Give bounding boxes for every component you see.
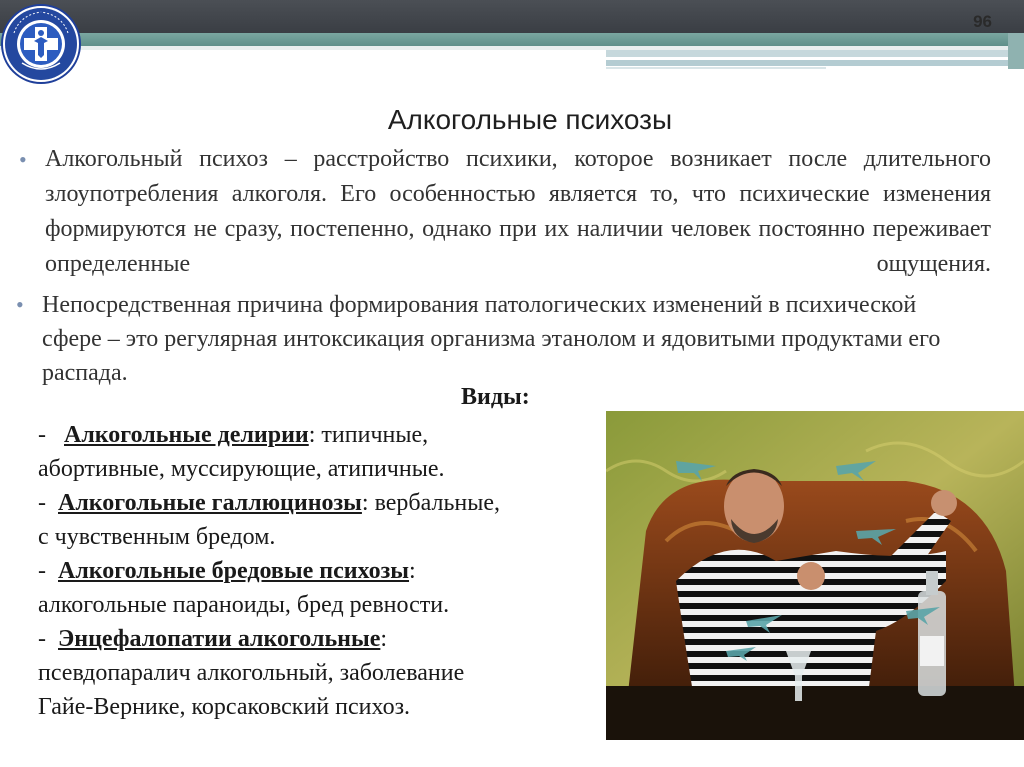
list-dash: - (38, 626, 46, 652)
list-term-rest: : (380, 626, 388, 652)
man-in-striped-shirt-photo (606, 411, 1024, 740)
medical-cross-emblem-icon (0, 3, 82, 85)
list-dash: - (38, 558, 46, 584)
list-item-continuation: абортивные, муссирующие, атипичные. (38, 456, 445, 482)
bullet-dot-icon: • (16, 292, 24, 317)
header-bar-teal (0, 33, 1024, 46)
list-term-rest: : вербальные, (361, 490, 501, 516)
bullet-text: Алкогольный психоз – расстройство психики, которое возникает после длительного злоупотребления алкоголя. Его особенностью является то, что психические изменения формируются не сразу, постепенно, однако при их наличии человек постоянно переживает определенные ощущения. (45, 146, 991, 277)
page-number: 96 (973, 12, 992, 31)
header-accent-bar (606, 60, 1024, 66)
types-heading: Виды: (461, 384, 530, 410)
list-term: Алкогольные делирии (64, 422, 309, 448)
list-item-continuation: с чувственным бредом. (38, 524, 276, 550)
list-item-continuation: алкогольные параноиды, бред ревности. (38, 592, 450, 618)
list-dash: - (38, 490, 46, 516)
bullet-dot-icon: • (19, 147, 27, 172)
list-item (38, 418, 608, 452)
slide-title: Алкогольные психозы (387, 104, 673, 135)
list-term-rest: : (409, 558, 416, 584)
list-term: Энцефалопатии алкогольные (58, 626, 381, 652)
list-term-rest: : типичные, (308, 422, 429, 448)
list-item-continuation: Гайе-Вернике, корсаковский психоз. (38, 694, 411, 720)
header-accent-bar (606, 67, 826, 69)
list-item (38, 622, 608, 656)
types-list (38, 418, 608, 724)
list-item (38, 554, 608, 588)
bullet-item (19, 142, 991, 282)
header-notch (1008, 33, 1024, 69)
list-term: Алкогольные бредовые психозы (58, 558, 410, 584)
header-accent-bar (606, 50, 1024, 57)
bullet-text: Непосредственная причина формирования патологических изменений в психической сфере – это регулярная интоксикация организма этанолом и ядовитыми продуктами его распада. (42, 292, 941, 386)
list-dash: - (38, 422, 46, 448)
bullet-item (16, 288, 972, 390)
list-term: Алкогольные галлюцинозы (58, 490, 362, 516)
list-item (38, 486, 608, 520)
header-bar-dark (0, 0, 1024, 33)
list-item-continuation: псевдопаралич алкогольный, заболевание (38, 660, 465, 686)
